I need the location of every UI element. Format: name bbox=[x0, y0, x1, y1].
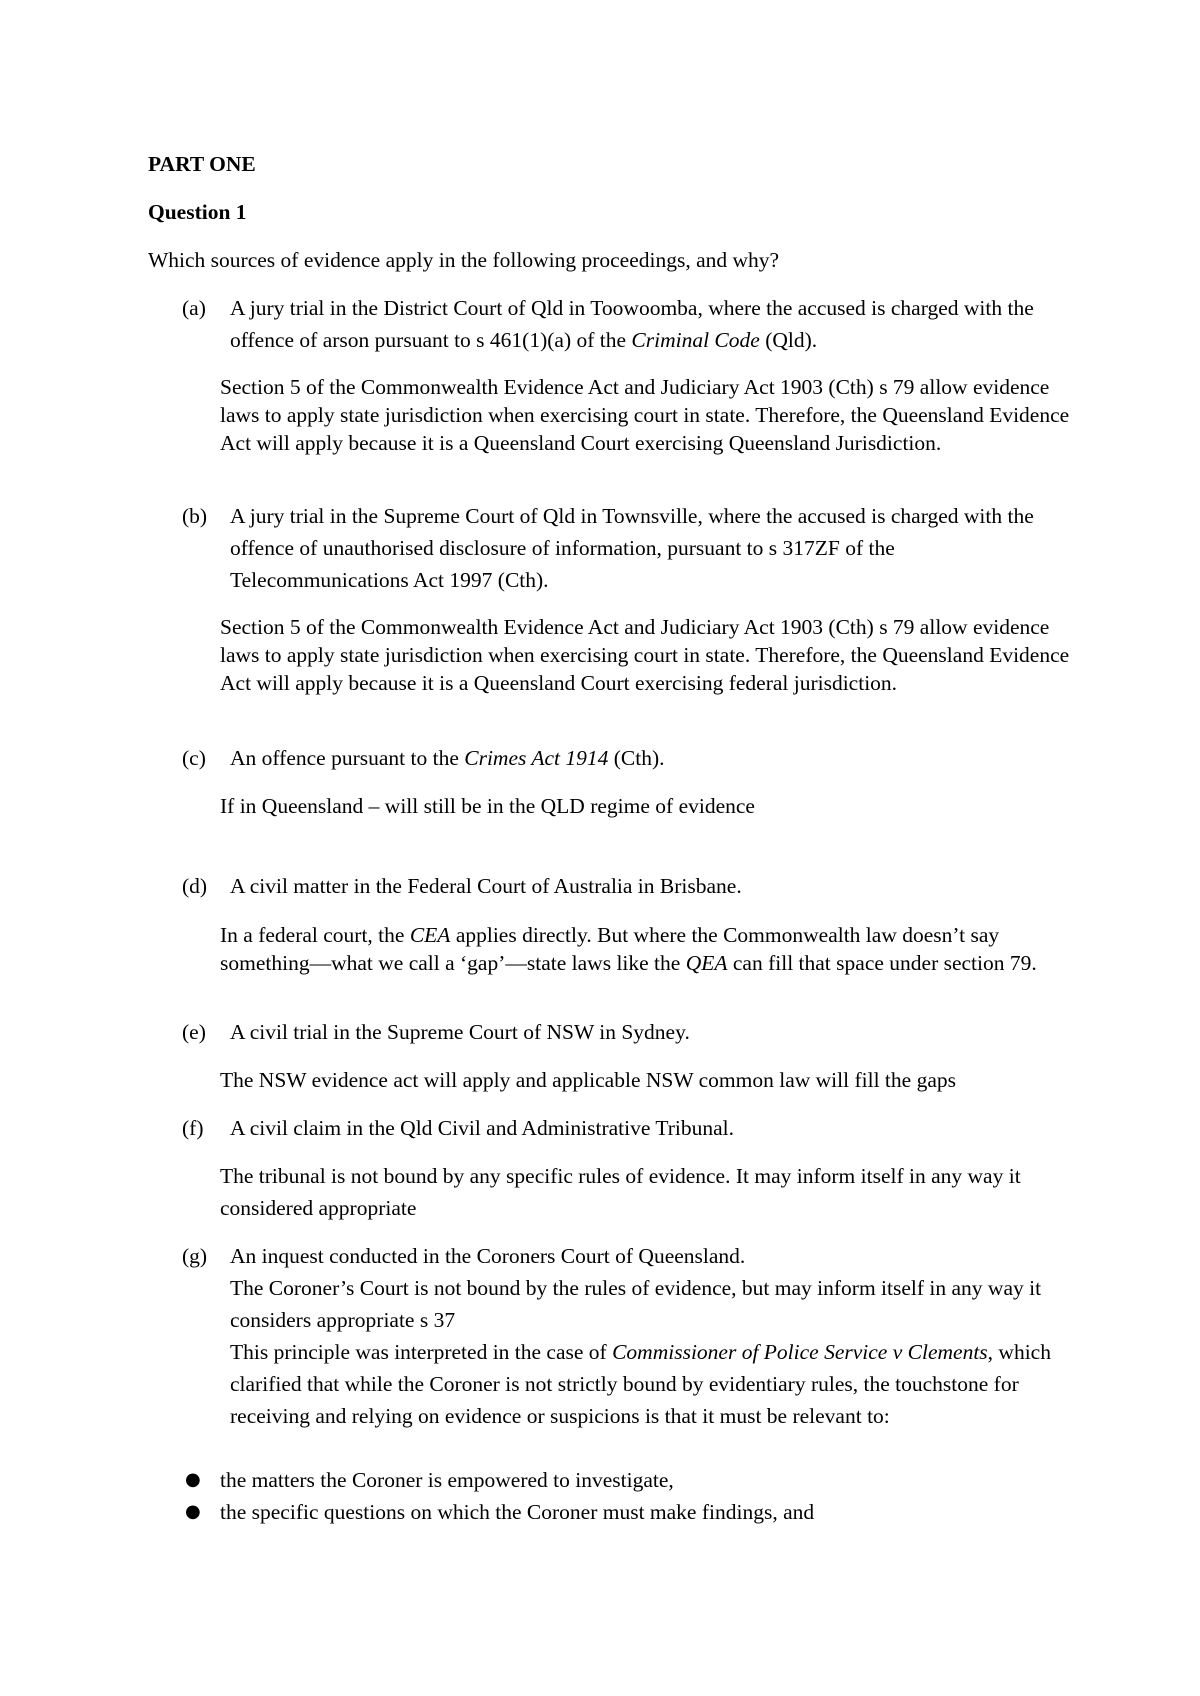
item-label: (d) bbox=[182, 874, 208, 898]
item-question: A civil claim in the Qld Civil and Administrative Tribunal. bbox=[230, 1116, 735, 1140]
item-question: An inquest conducted in the Coroners Court of Queensland. bbox=[230, 1244, 746, 1268]
item-d-answer: In a federal court, the CEA applies directly. But where the Commonwealth law doesn’t say something—what we call a ‘gap’—state laws like the QEA can fill that space under section 79. bbox=[220, 923, 1037, 975]
item-question: An offence pursuant to the Crimes Act 1914 (Cth). bbox=[230, 746, 665, 770]
part-title: PART ONE bbox=[148, 152, 256, 176]
item-e-answer: The NSW evidence act will apply and applicable NSW common law will fill the gaps bbox=[220, 1068, 956, 1092]
item-label: (e) bbox=[182, 1020, 206, 1044]
item-question: A civil matter in the Federal Court of Australia in Brisbane. bbox=[230, 874, 742, 898]
item-b-answer: Section 5 of the Commonwealth Evidence Act and Judiciary Act 1903 (Cth) s 79 allow evidence laws to apply state jurisdiction when exercising court in state. Therefore, the Queensland Evidence Act will apply because it is a Queensland Court exercising federal jurisdiction. bbox=[220, 615, 1070, 695]
bullet-icon: ● bbox=[185, 1501, 201, 1522]
item-a-answer: Section 5 of the Commonwealth Evidence Act and Judiciary Act 1903 (Cth) s 79 allow evidence laws to apply state jurisdiction when exercising court in state. Therefore, the Queensland Evidence Act will apply because it is a Queensland Court exercising Queensland Jurisdiction. bbox=[220, 375, 1070, 455]
item-question: A jury trial in the Supreme Court of Qld in Townsville, where the accused is charged with the offence of unauthorised disclosure of information, pursuant to s 317ZF of the Telecommunications Act 1997 (Cth). bbox=[230, 504, 1034, 592]
question-intro: Which sources of evidence apply in the following proceedings, and why? bbox=[148, 248, 780, 272]
item-label: (c) bbox=[182, 746, 206, 770]
item-g-answer-case: This principle was interpreted in the case of Commissioner of Police Service v Clements, which clarified that while the Coroner is not strictly bound by evidentiary rules, the touchstone for receiving and relying on evidence or suspicions is that it must be relevant to: bbox=[230, 1340, 1051, 1428]
document-page: PART ONE Question 1 Which sources of evidence apply in the following proceedings, and why? (a) A jury trial in the District Court of Qld in Toowoomba, where the accused is charged with the offence of arson pursuant to s 461(1)(a) of the Criminal Code (Qld). Section 5 of the Commonwealth Evidence Act and Judiciary Act 1903 (Cth) s 79 allow evidence laws to apply state jurisdiction when exercising court in state. Therefore, the Queensland Evidence Act will apply because it is a Queensland Court exercising Queensland Jurisdiction. (b) A jury trial in the Supreme Court of Qld in Townsville, where the accused is charged with the offence of unauthorised disclosure of information, pursuant to s 317ZF of the Telecommunications Act 1997 (Cth). Section 5 of the Commonwealth Evidence Act and Judiciary Act 1903 (Cth) s 79 allow evidence laws to apply state jurisdiction when exercising court in state. Therefore, the Queensland Evidence Act will apply because it is a Queensland Court exercising federal jurisdiction. (c) An offence pursuant to the Crimes Act 1914 (Cth). If in Queensland – will still be in the QLD regime of evidence (d) A civil matter in the Federal Court of Australia in Brisbane. In a federal court, the CEA applies directly. But where the Commonwealth law doesn’t say something—what we call a ‘gap’—state laws like the QEA can fill that space under section 79. (e) A civil trial in the Supreme Court of NSW in Sydney. The NSW evidence act will apply and applicable NSW common law will fill the gaps (f) A civil claim in the Qld Civil and Administrative Tribunal. The tribunal is not bound by any specific rules of evidence. It may inform itself in any way it considered appropriate (g) An inquest conducted in the Coroners Court of Queensland. The Coroner’s Court is not bound by the rules of evidence, but may inform itself in any way it considers appropriate s 37 This principle was interpreted in the case of Commissioner of Police Service v Clements, which clarified that while the Coroner is not strictly bound by evidentiary rules, the touchstone for receiving and relying on evidence or suspicions is that it must be relevant to: ● the matters the Coroner is empowered to investigate, ● the specific questions on which the Coroner must make findings, and bbox=[0, 0, 1200, 1696]
item-g-answer-line1: The Coroner’s Court is not bound by the rules of evidence, but may inform itself in any way it considers appropriate s 37 bbox=[230, 1276, 1042, 1332]
bullet-icon: ● bbox=[185, 1469, 201, 1490]
item-label: (g) bbox=[182, 1244, 208, 1268]
item-label: (a) bbox=[182, 296, 206, 320]
item-c-answer: If in Queensland – will still be in the QLD regime of evidence bbox=[220, 794, 755, 818]
item-f-answer: The tribunal is not bound by any specific rules of evidence. It may inform itself in any way it considered appropriate bbox=[220, 1164, 1021, 1220]
item-question: A civil trial in the Supreme Court of NSW in Sydney. bbox=[230, 1020, 690, 1044]
item-question: A jury trial in the District Court of Qld in Toowoomba, where the accused is charged with the offence of arson pursuant to s 461(1)(a) of the Criminal Code (Qld). bbox=[230, 296, 1034, 352]
question-title: Question 1 bbox=[148, 200, 247, 224]
item-label: (b) bbox=[182, 504, 208, 528]
item-label: (f) bbox=[182, 1116, 204, 1140]
